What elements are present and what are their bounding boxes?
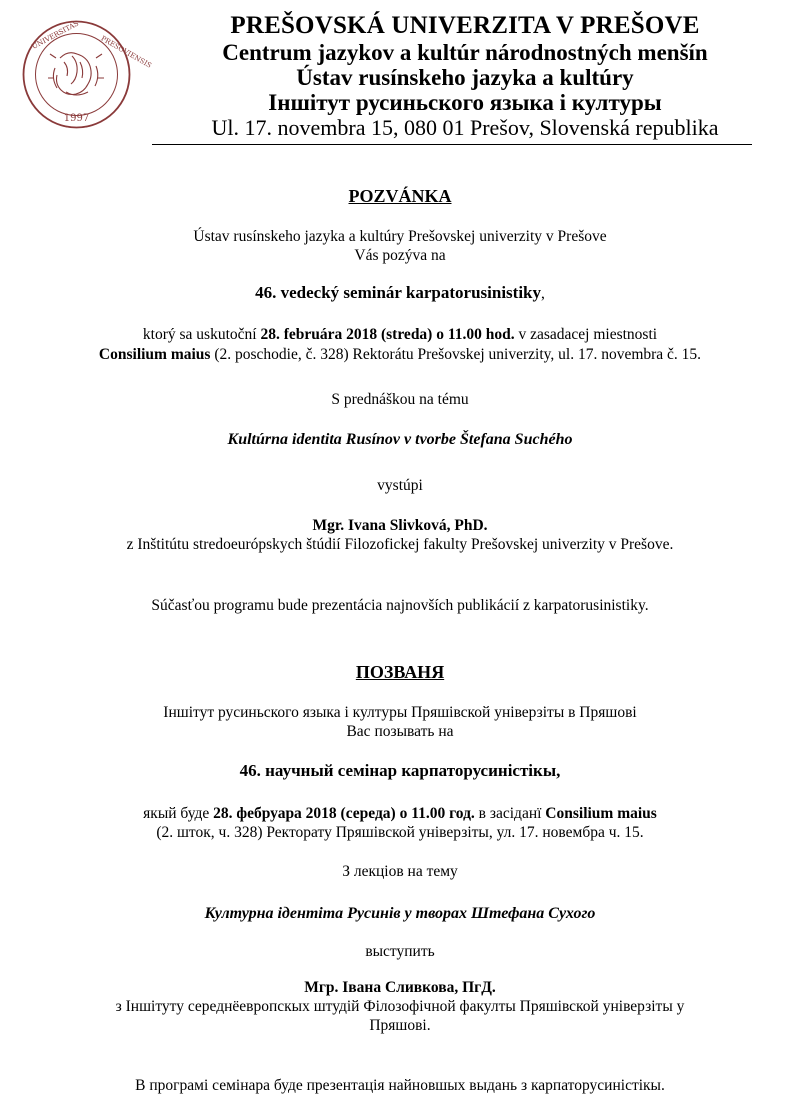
- speaks-rusyn: выступить: [365, 943, 435, 960]
- address: Ul. 17. novembra 15, 080 01 Prešov, Slovenská republika: [211, 115, 719, 140]
- letterhead: [150, 12, 780, 140]
- institute-name-rusyn: Іншітут русиньского языка і културы: [268, 90, 662, 115]
- lecture-intro-rusyn: З лекціов на тему: [342, 863, 458, 880]
- program-note-rusyn: В програмі семінара буде презентація найновшых выдань з карпаторусиністікы.: [135, 1077, 665, 1094]
- university-name: PREŠOVSKÁ UNIVERZITA V PREŠOVE: [230, 12, 700, 39]
- inviter-rusyn: Іншітут русиньского языка і културы Пряшівской універзіты в Пряшові: [163, 704, 637, 721]
- inviter-sk: Ústav rusínskeho jazyka a kultúry Prešovskej univerzity v Prešove: [193, 228, 607, 245]
- when-line-sk: ktorý sa uskutoční 28. februára 2018 (streda) o 11.00 hod. v zasadacej miestnosti: [142, 326, 658, 343]
- svg-text:UNIVERSITAS: UNIVERSITAS: [30, 19, 81, 51]
- invites-rusyn: Вас позывать на: [346, 723, 454, 740]
- institute-name-sk: Ústav rusínskeho jazyka a kultúry: [296, 65, 634, 90]
- speaks-sk: vystúpi: [377, 477, 423, 494]
- university-seal-logo: [20, 18, 153, 131]
- invites-sk: Vás pozýva na: [354, 247, 446, 264]
- centre-name: Centrum jazykov a kultúr národnostných menšín: [222, 40, 708, 65]
- svg-text:1997: 1997: [63, 113, 90, 124]
- svg-text:PRESOVIENSIS: PRESOVIENSIS: [99, 34, 153, 70]
- lecture-topic-sk: Kultúrna identita Rusínov v tvorbe Štefana Suchého: [227, 431, 573, 448]
- room-line-rusyn: (2. шток, ч. 328) Ректорату Пряшівской універзіты, ул. 17. новембра ч. 15.: [156, 824, 644, 841]
- affiliation-rusyn-line1: з Іншітуту середнёевропскых штудій Філозофічной факулты Пряшівской універзіты у: [115, 998, 685, 1015]
- invitation-title-rusyn: ПОЗВАНЯ: [355, 662, 445, 682]
- when-line-rusyn: якый буде 28. фебруара 2018 (середа) о 11.00 год. в засіданї Consilium maius: [143, 805, 657, 822]
- header-rule: [152, 144, 752, 145]
- room-line-sk: Consilium maius (2. poschodie, č. 328) Rektorátu Prešovskej univerzity, ul. 17. novembra č. 15.: [98, 346, 702, 363]
- lecture-intro-sk: S prednáškou na tému: [331, 391, 469, 408]
- affiliation-sk: z Inštitútu stredoeurópskych štúdií Filozofickej fakulty Prešovskej univerzity v Prešove.: [126, 536, 674, 553]
- speaker-sk: Mgr. Ivana Slivková, PhD.: [312, 517, 488, 534]
- lecture-topic-rusyn: Културна ідентіта Русинів у творах Штефана Сухого: [204, 905, 596, 922]
- speaker-rusyn: Мгр. Івана Сливкова, ПгД.: [304, 979, 496, 996]
- seminar-title-sk: 46. vedecký seminár karpatorusinistiky,: [255, 283, 545, 302]
- seminar-title-rusyn: 46. научный семінар карпаторусиністікы,: [239, 761, 561, 780]
- invitation-title-sk: POZVÁNKA: [348, 186, 452, 206]
- affiliation-rusyn-line2: Пряшові.: [369, 1017, 431, 1034]
- program-note-sk: Súčasťou programu bude prezentácia najnovších publikácií z karpatorusinistiky.: [151, 597, 649, 614]
